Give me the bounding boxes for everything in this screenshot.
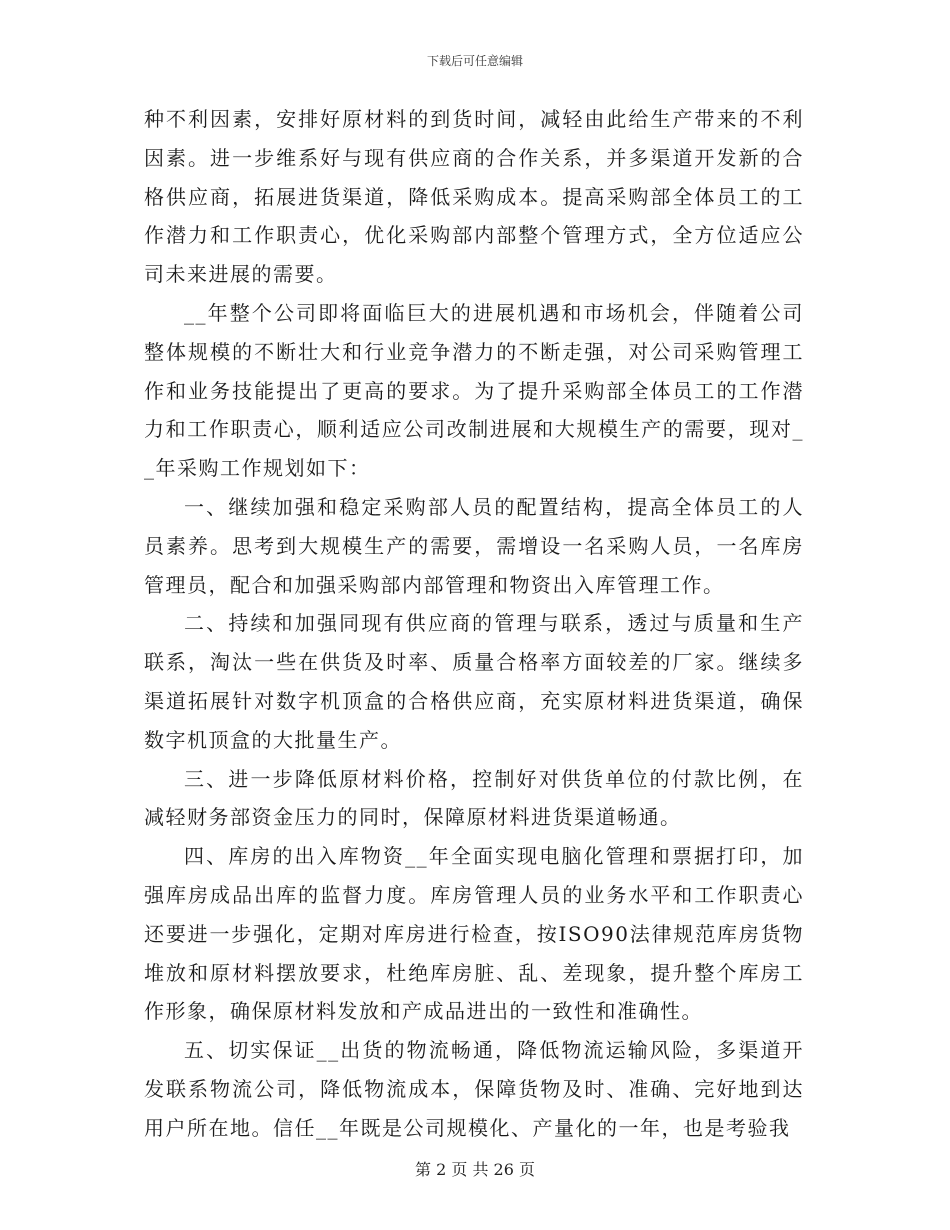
paragraph-item-1: 一、继续加强和稳定采购部人员的配置结构，提高全体员工的人员素养。思考到大规模生产的需要，需增设一名采购人员，一名库房管理员，配合和加强采购部内部管理和物资出入库管理工作。 [144, 494, 804, 597]
paragraph-intro: __年整个公司即将面临巨大的进展机遇和市场机会，伴随着公司整体规模的不断壮大和行业竞争潜力的不断走强，对公司采购管理工作和业务技能提出了更高的要求。为了提升采购部全体员工的工作潜力和工作职责心，顺利适应公司改制进展和大规模生产的需要，现对__年采购工作规划如下： [144, 300, 804, 481]
paragraph-item-3: 三、进一步降低原材料价格，控制好对供货单位的付款比例，在减轻财务部资金压力的同时，保障原材料进货渠道畅通。 [144, 766, 804, 830]
page-header: 下载后可任意编辑 [426, 54, 523, 68]
paragraph-item-5: 五、切实保证__出货的物流畅通，降低物流运输风险，多渠道开发联系物流公司，降低物流成本，保障货物及时、准确、完好地到达用户所在地。信任__年既是公司规模化、产量化的一年，也是考验我 [144, 1038, 804, 1140]
paragraph-continuation: 种不利因素，安排好原材料的到货时间，减轻由此给生产带来的不利因素。进一步维系好与现有供应商的合作关系，并多渠道开发新的合格供应商，拓展进货渠道，降低采购成本。提高采购部全体员工的工作潜力和工作职责心，优化采购部内部整个管理方式，全方位适应公司未来进展的需要。 [144, 107, 804, 287]
document-body [144, 100, 804, 1148]
paragraph-item-4: 四、库房的出入库物资__年全面实现电脑化管理和票据打印，加强库房成品出库的监督力度。库房管理人员的业务水平和工作职责心还要进一步强化，定期对库房进行检查，按ISO90法律规范库房货物堆放和原材料摆放要求，杜绝库房脏、乱、差现象，提升整个库房工作形象，确保原材料发放和产成品进出的一致性和准确性。 [144, 844, 804, 1024]
page-number-footer: 第 2 页 共 26 页 [415, 1160, 535, 1179]
paragraph-item-2: 二、持续和加强同现有供应商的管理与联系，透过与质量和生产联系，淘汰一些在供货及时率、质量合格率方面较差的厂家。继续多渠道拓展针对数字机顶盒的合格供应商，充实原材料进货渠道，确保数字机顶盒的大批量生产。 [144, 611, 804, 752]
